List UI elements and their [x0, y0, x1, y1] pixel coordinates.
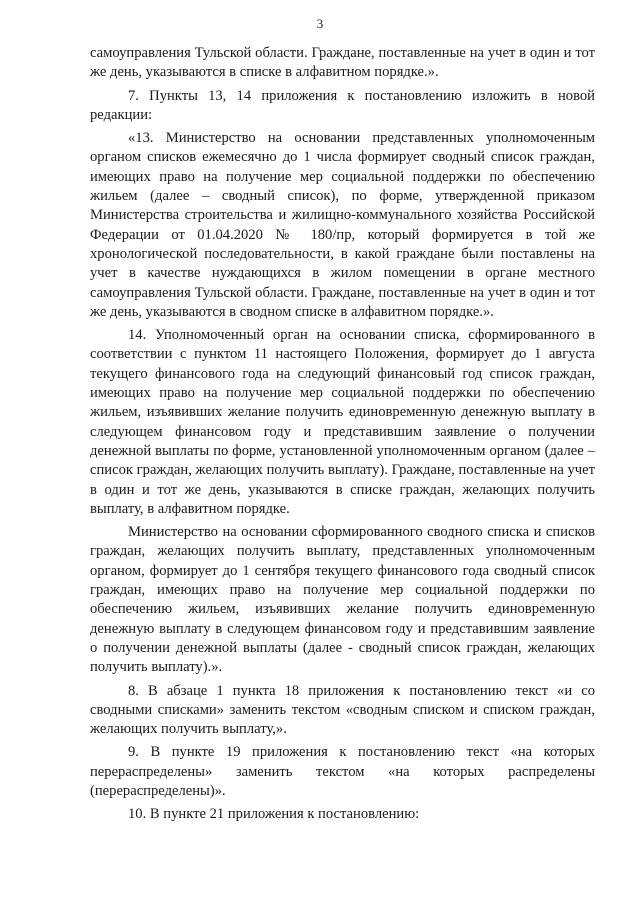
page-number: 3 [316, 16, 324, 31]
paragraph-item-9: 9. В пункте 19 приложения к постановлению текст «на которых перераспределены» заменить текстом «на которых распределены (перераспределены)». [90, 744, 595, 799]
paragraph-item-13: «13. Министерство на основании представленных уполномоченным органом списков ежемесячно до 1 числа формирует сводный список граждан, имеющих право на получение мер социальной поддержки по обеспечению жильем (далее – сводный список), по форме, утвержденной приказом Министерства строительства и жилищно-коммунального хозяйства Российской Федерации от 01.04.2020 № 180/пр, который формируется в той же хронологической последовательности, в какой граждане были поставлены на учет в качестве нуждающихся в жилом помещении в органе местного самоуправления Тульской области. Граждане, поставленные на учет в один и тот же день, указываются в сводном списке в алфавитном порядке.». [90, 130, 595, 320]
document-body [90, 44, 595, 829]
paragraph-continuation: самоуправления Тульской области. Граждане, поставленные на учет в один и тот же день, указываются в списке в алфавитном порядке.». [90, 45, 595, 81]
paragraph-ministry: Министерство на основании сформированного сводного списка и списков граждан, желающих получить выплату, представленных уполномоченным органом, формирует до 1 сентября текущего финансового года сводный список граждан, имеющих право на получение мер социальной поддержки по обеспечению жильем, изъявивших желание получить единовременную денежную выплату в следующем финансовом году и представившим заявление о получении денежной выплаты (далее - сводный список граждан, желающих получить выплату).». [90, 524, 595, 676]
paragraph-item-10: 10. В пункте 21 приложения к постановлению: [128, 806, 420, 823]
paragraph-item-8: 8. В абзаце 1 пункта 18 приложения к постановлению текст «и со сводными списками» заменить текстом «сводным списком и списком граждан, желающих получить выплату,». [90, 682, 595, 738]
paragraph-item-14: 14. Уполномоченный орган на основании списка, сформированного в соответствии с пунктом 11 настоящего Положения, формирует до 1 августа текущего финансового года на следующий финансовый год список граждан, имеющих право на получение мер социальной поддержки по обеспечению жильем, изъявивших желание получить единовременную денежную выплату в следующем финансовом году и представившим заявление о получении денежной выплаты по форме, установленной уполномоченным органом (далее – список граждан, желающих получить выплату). Граждане, поставленные на учет в один и тот же день, указываются в списке граждан, желающих получить выплату, в алфавитном порядке. [90, 327, 595, 517]
paragraph-item-7: 7. Пункты 13, 14 приложения к постановлению изложить в новой редакции: [90, 87, 595, 123]
